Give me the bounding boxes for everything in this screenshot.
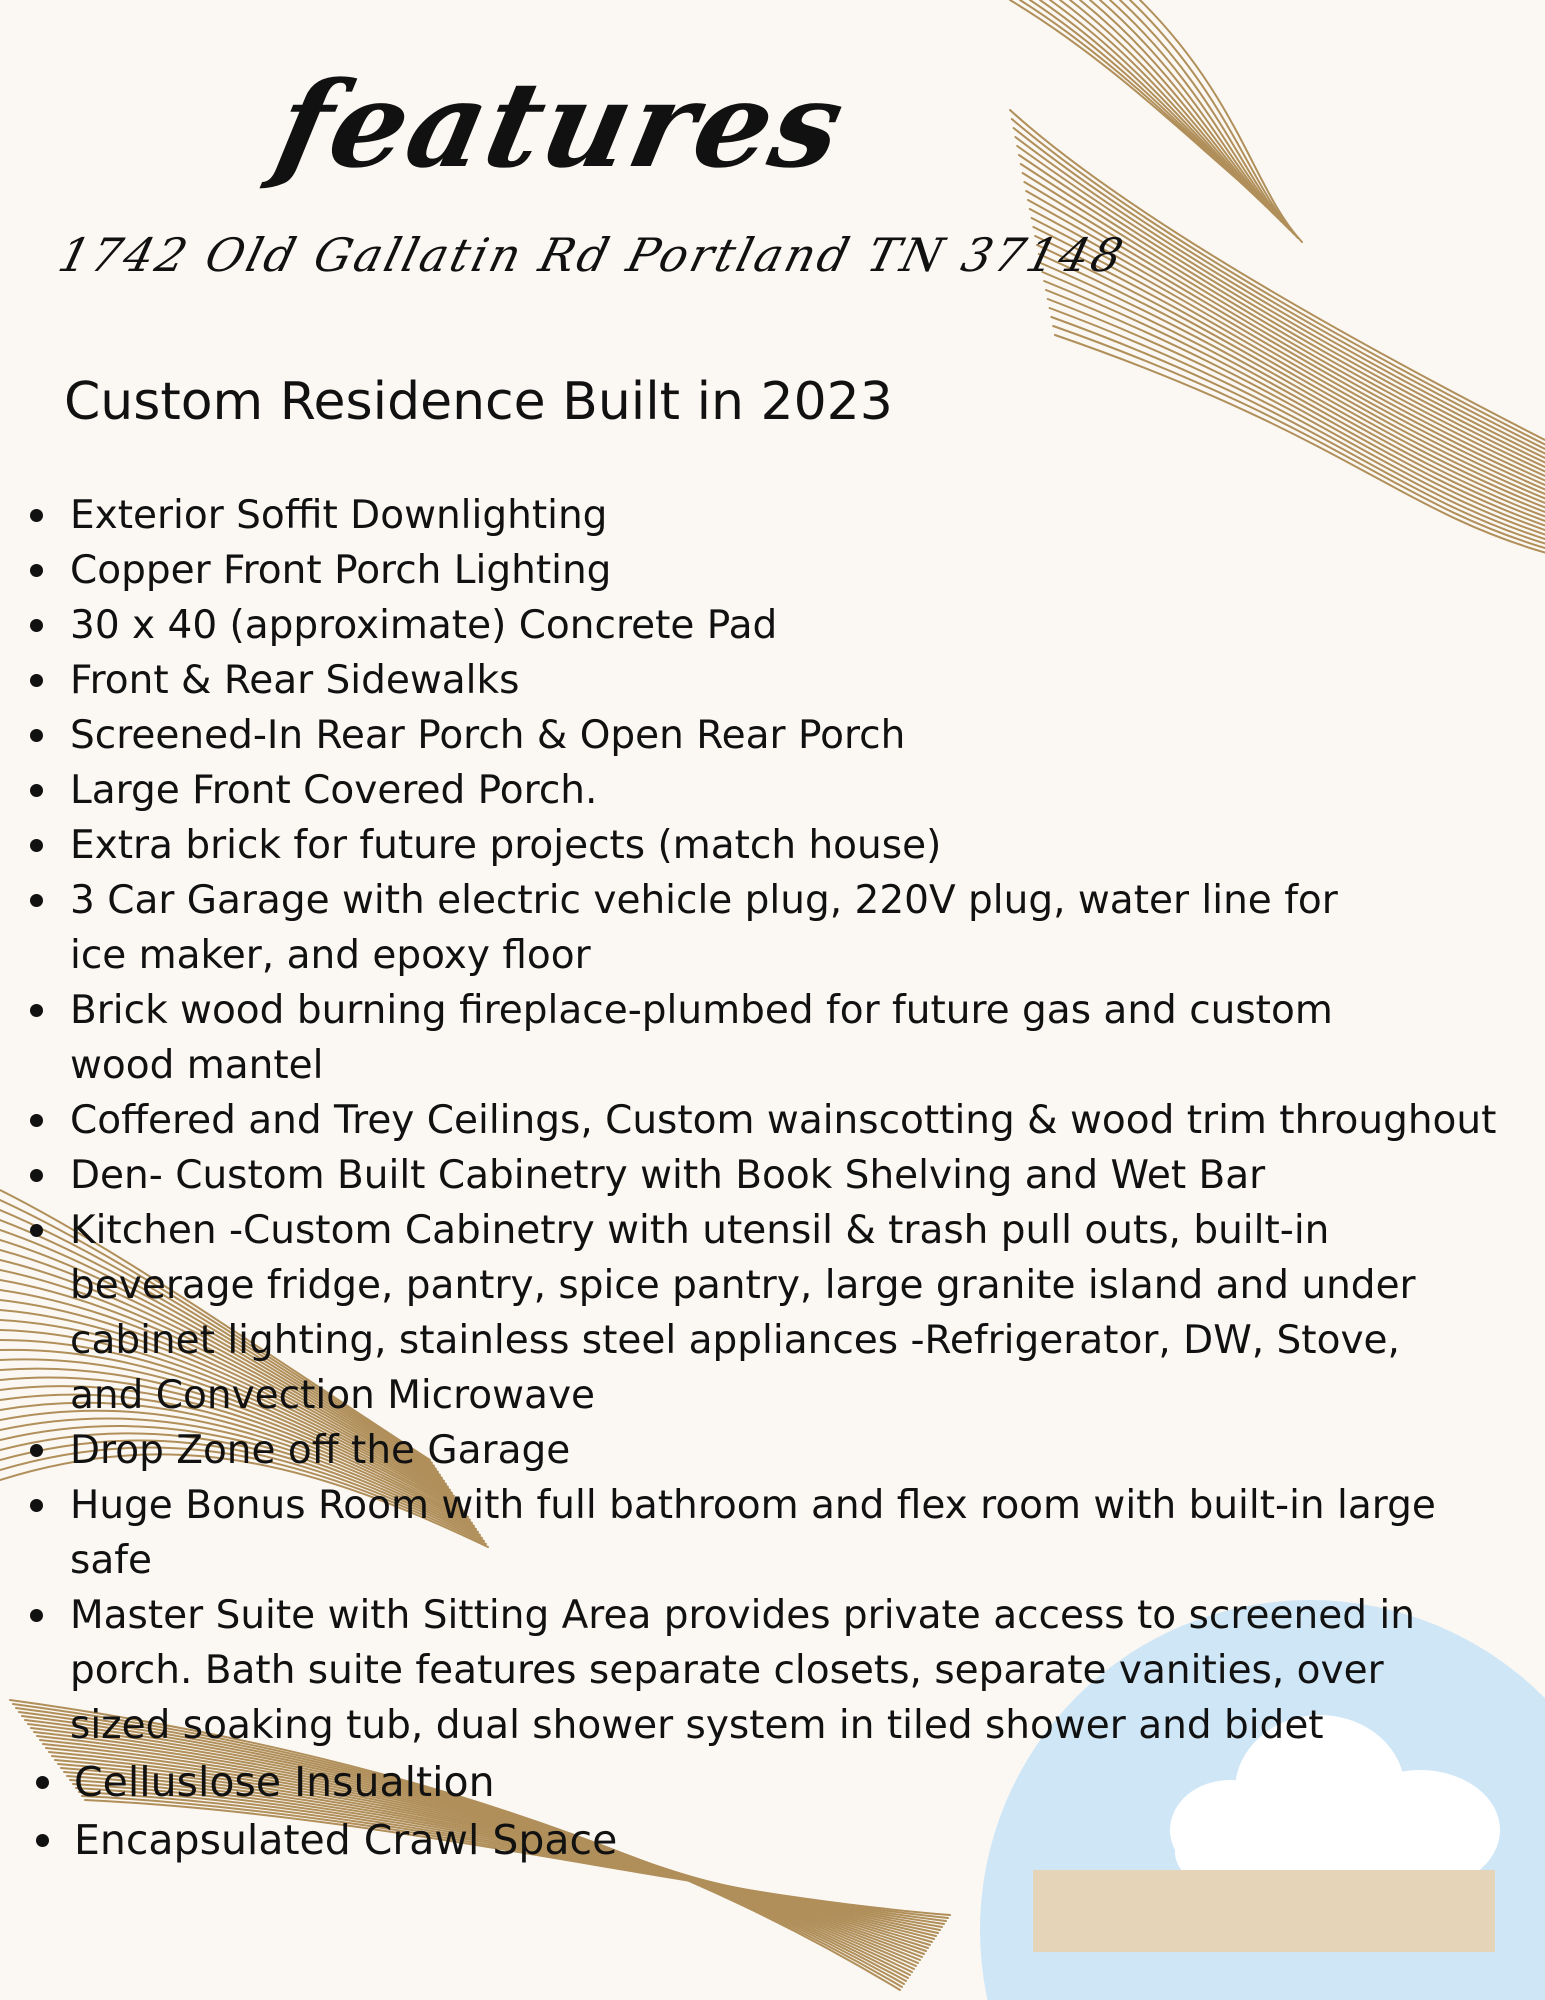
list-item-text: 30 x 40 (approximate) Concrete Pad <box>70 603 778 648</box>
list-item <box>30 1423 1510 1478</box>
bullet-icon <box>30 1169 43 1182</box>
list-item-text: Screened-In Rear Porch & Open Rear Porch <box>70 713 906 758</box>
list-item <box>30 543 1510 598</box>
bullet-icon <box>30 1004 43 1017</box>
list-item-text: Large Front Covered Porch. <box>70 768 598 813</box>
list-item <box>30 1753 1510 1811</box>
property-address: 1742 Old Gallatin Rd Portland TN 37148 <box>53 228 1132 282</box>
bullet-icon <box>30 1114 43 1127</box>
bullet-icon <box>30 674 43 687</box>
list-item-text: Master Suite with Sitting Area provides private access to screened in porch. Bath suite features separate closets, separate vanities, over sized soaking tub, dual shower system in tiled shower and bidet <box>70 1593 1415 1748</box>
list-item-text: Huge Bonus Room with full bathroom and flex room with built-in large safe <box>70 1483 1436 1583</box>
list-item-text: Encapsulated Crawl Space <box>74 1816 618 1864</box>
bullet-icon <box>30 564 43 577</box>
list-item <box>30 708 1510 763</box>
list-item-text: Extra brick for future projects (match house) <box>70 823 942 868</box>
list-item-text: Den- Custom Built Cabinetry with Book Shelving and Wet Bar <box>70 1153 1266 1198</box>
list-item-text: Front & Rear Sidewalks <box>70 658 520 703</box>
bullet-icon <box>30 1609 43 1622</box>
bullet-icon <box>30 729 43 742</box>
list-item-text: Copper Front Porch Lighting <box>70 548 612 593</box>
list-item <box>30 983 1380 1093</box>
bullet-icon <box>30 1224 43 1237</box>
list-item-text: Exterior Soffit Downlighting <box>70 493 608 538</box>
list-item <box>30 598 1510 653</box>
list-item <box>30 1148 1510 1203</box>
bullet-icon <box>36 1834 49 1847</box>
bullet-icon <box>30 894 43 907</box>
list-item-text: Coffered and Trey Ceilings, Custom wainscotting & wood trim throughout <box>70 1098 1497 1143</box>
bullet-icon <box>36 1776 49 1789</box>
bullet-icon <box>30 839 43 852</box>
list-item-text: Brick wood burning fireplace-plumbed for future gas and custom wood mantel <box>70 988 1333 1088</box>
bullet-icon <box>30 619 43 632</box>
list-item-text: Drop Zone off the Garage <box>70 1428 571 1473</box>
list-item <box>30 1093 1510 1148</box>
list-item <box>30 1811 1510 1869</box>
bullet-icon <box>30 784 43 797</box>
list-item <box>30 488 1510 543</box>
list-item-text: Kitchen -Custom Cabinetry with utensil & trash pull outs, built-in beverage fridge, pantry, spice pantry, large granite island and under cabinet lighting, stainless steel appliances -Refrigerator, DW, Stove, and Convection Microwave <box>70 1208 1416 1418</box>
list-item <box>30 653 1510 708</box>
list-item <box>30 873 1360 983</box>
list-item <box>30 1478 1490 1588</box>
bullet-icon <box>30 509 43 522</box>
bullet-icon <box>30 1499 43 1512</box>
bullet-icon <box>30 1444 43 1457</box>
list-item-text: Celluslose Insualtion <box>74 1758 495 1806</box>
list-item-text: 3 Car Garage with electric vehicle plug, 220V plug, water line for ice maker, and epoxy floor <box>70 878 1338 978</box>
list-item <box>30 1203 1440 1423</box>
page-title: features <box>265 55 858 194</box>
beige-box <box>1033 1870 1495 1952</box>
headline: Custom Residence Built in 2023 <box>64 372 893 432</box>
list-item <box>30 818 1510 873</box>
feature-list <box>30 488 1510 1869</box>
list-item <box>30 763 1510 818</box>
list-item <box>30 1588 1460 1753</box>
